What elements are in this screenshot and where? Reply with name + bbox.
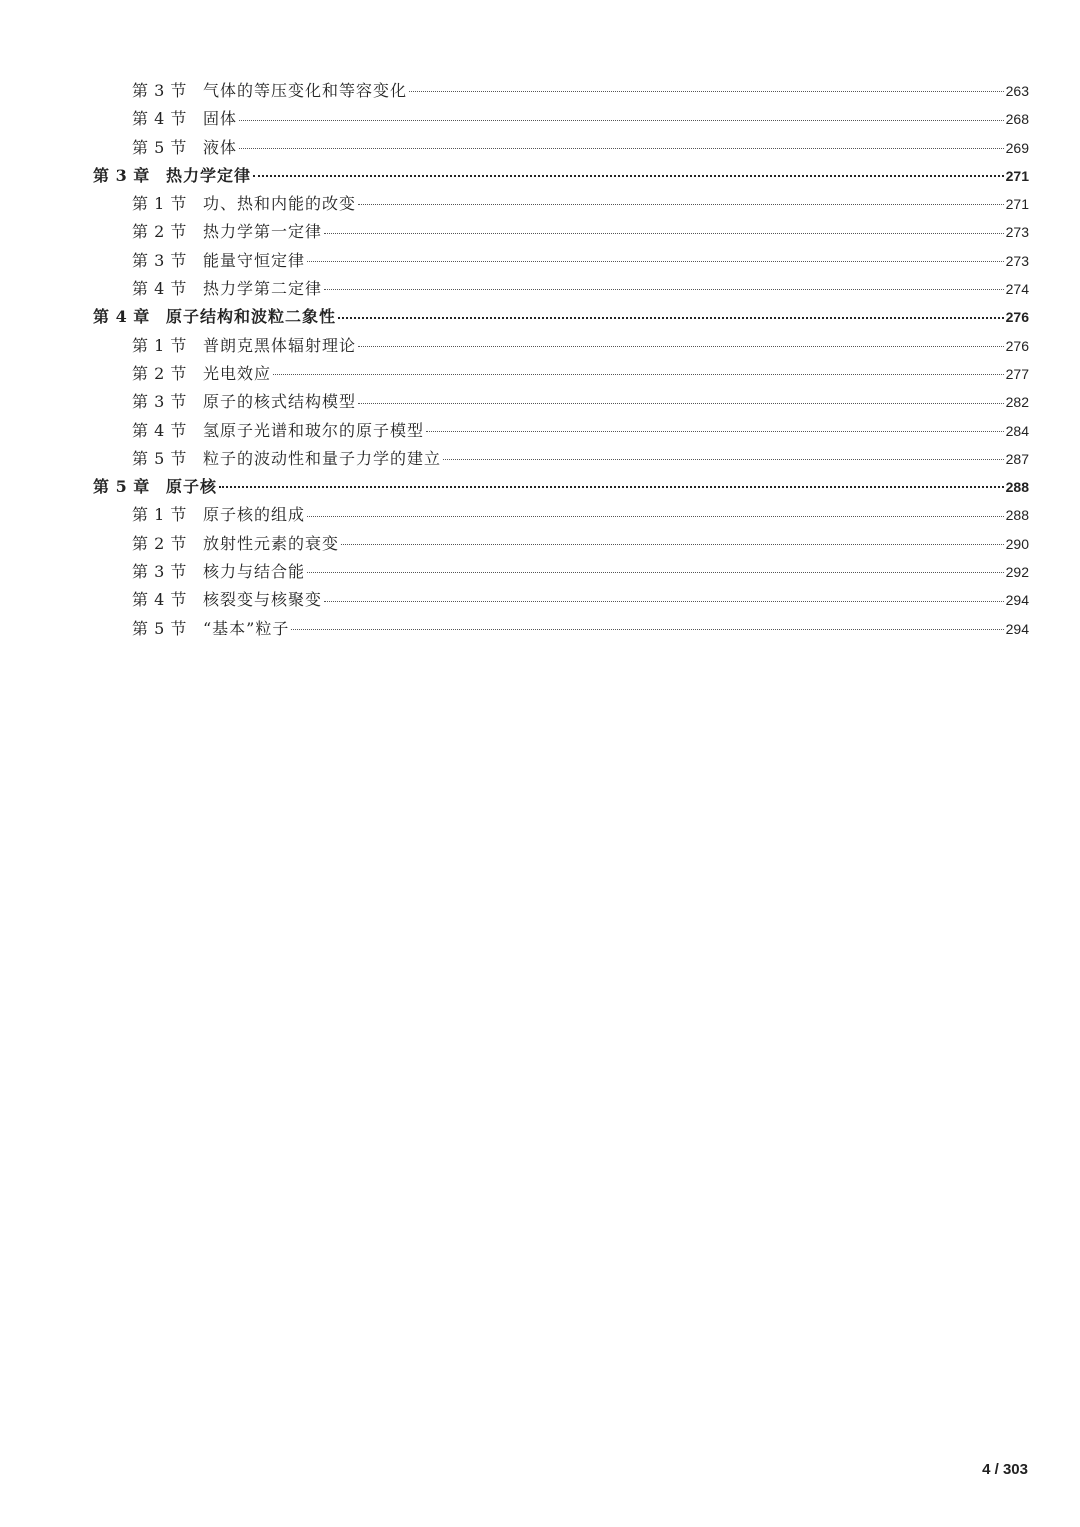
toc-section-entry[interactable] [93, 530, 1029, 558]
chapter-title: 热力学定律 [166, 165, 252, 185]
section-number: 第 1 节 [132, 505, 187, 525]
page-reference: 268 [1005, 111, 1029, 128]
section-number: 第 2 节 [132, 533, 187, 553]
dot-leader [307, 516, 1004, 517]
toc-section-entry[interactable] [93, 586, 1029, 614]
dot-leader [338, 317, 1004, 319]
section-number: 第 3 节 [132, 250, 187, 270]
dot-leader [443, 459, 1004, 460]
dot-leader [409, 91, 1004, 92]
section-title: 热力学第一定律 [203, 222, 323, 242]
page-reference: 287 [1005, 450, 1029, 467]
page-reference: 271 [1005, 196, 1029, 213]
section-title: “基本”粒子 [203, 618, 290, 638]
section-title: 热力学第二定律 [203, 279, 323, 299]
chapter-title: 原子核 [166, 477, 218, 497]
dot-leader [324, 289, 1004, 290]
chapter-number: 第 4 章 [93, 307, 150, 327]
toc-section-entry[interactable] [93, 332, 1029, 360]
page-reference: 273 [1005, 224, 1029, 241]
page-reference: 276 [1005, 309, 1029, 326]
dot-leader [291, 629, 1003, 630]
toc-section-entry[interactable] [93, 275, 1029, 303]
toc-section-entry[interactable] [93, 190, 1029, 218]
chapter-number: 第 3 章 [93, 165, 150, 185]
dot-leader [358, 346, 1004, 347]
section-title: 核力与结合能 [203, 562, 306, 582]
section-title: 能量守恒定律 [203, 250, 306, 270]
section-title: 原子核的组成 [203, 505, 306, 525]
page-reference: 294 [1005, 620, 1029, 637]
page-reference: 277 [1005, 365, 1029, 382]
toc-section-entry[interactable] [93, 77, 1029, 105]
dot-leader [324, 601, 1004, 602]
section-number: 第 5 节 [132, 448, 187, 468]
section-title: 功、热和内能的改变 [203, 194, 357, 214]
toc-chapter-entry[interactable] [93, 162, 1029, 190]
section-number: 第 4 节 [132, 420, 187, 440]
section-title: 液体 [203, 137, 238, 157]
section-title: 原子的核式结构模型 [203, 392, 357, 412]
chapter-number: 第 5 章 [93, 477, 150, 497]
section-number: 第 5 节 [132, 137, 187, 157]
toc-chapter-entry[interactable] [93, 303, 1029, 331]
page-reference: 294 [1005, 592, 1029, 609]
toc-section-entry[interactable] [93, 247, 1029, 275]
section-number: 第 2 节 [132, 363, 187, 383]
section-number: 第 4 节 [132, 279, 187, 299]
toc-section-entry[interactable] [93, 615, 1029, 643]
toc-section-entry[interactable] [93, 417, 1029, 445]
toc-section-entry[interactable] [93, 501, 1029, 529]
page-reference: 290 [1005, 535, 1029, 552]
page-reference: 263 [1005, 83, 1029, 99]
section-title: 光电效应 [203, 363, 272, 383]
dot-leader [273, 374, 1004, 375]
section-number: 第 1 节 [132, 335, 187, 355]
section-number: 第 3 节 [132, 562, 187, 582]
section-number: 第 5 节 [132, 618, 187, 638]
page-number: 4 / 303 [982, 1461, 1028, 1478]
dot-leader [239, 148, 1004, 149]
section-title: 粒子的波动性和量子力学的建立 [203, 448, 442, 468]
section-title: 固体 [203, 109, 238, 129]
toc-chapter-entry[interactable] [93, 473, 1029, 501]
page-reference: 288 [1005, 479, 1029, 496]
toc-section-entry[interactable] [93, 105, 1029, 133]
dot-leader [324, 233, 1004, 234]
dot-leader [341, 544, 1004, 545]
dot-leader [253, 175, 1004, 177]
dot-leader [307, 572, 1004, 573]
page-reference: 292 [1005, 564, 1029, 581]
toc-section-entry[interactable] [93, 558, 1029, 586]
toc-section-entry[interactable] [93, 388, 1029, 416]
page-reference: 269 [1005, 139, 1029, 156]
dot-leader [219, 486, 1004, 488]
section-number: 第 2 节 [132, 222, 187, 242]
section-title: 放射性元素的衰变 [203, 533, 340, 553]
dot-leader [358, 204, 1004, 205]
section-number: 第 3 节 [132, 392, 187, 412]
page-reference: 282 [1005, 394, 1029, 411]
section-number: 第 4 节 [132, 590, 187, 610]
page-reference: 273 [1005, 252, 1029, 269]
table-of-contents [93, 77, 1029, 643]
toc-section-entry[interactable] [93, 445, 1029, 473]
page-reference: 284 [1005, 422, 1029, 439]
section-number: 第 1 节 [132, 194, 187, 214]
section-title: 气体的等压变化和等容变化 [203, 81, 408, 100]
toc-section-entry[interactable] [93, 218, 1029, 246]
dot-leader [307, 261, 1004, 262]
chapter-title: 原子结构和波粒二象性 [166, 307, 337, 327]
section-number: 第 4 节 [132, 109, 187, 129]
toc-section-entry[interactable] [93, 360, 1029, 388]
dot-leader [358, 403, 1004, 404]
page-reference: 276 [1005, 337, 1029, 354]
page-reference: 271 [1005, 167, 1029, 184]
section-title: 核裂变与核聚变 [203, 590, 323, 610]
section-title: 普朗克黑体辐射理论 [203, 335, 357, 355]
section-number: 第 3 节 [132, 81, 187, 100]
page-reference: 274 [1005, 281, 1029, 298]
toc-section-entry[interactable] [93, 134, 1029, 162]
dot-leader [426, 431, 1004, 432]
section-title: 氢原子光谱和玻尔的原子模型 [203, 420, 425, 440]
page-reference: 288 [1005, 507, 1029, 524]
dot-leader [239, 120, 1004, 121]
